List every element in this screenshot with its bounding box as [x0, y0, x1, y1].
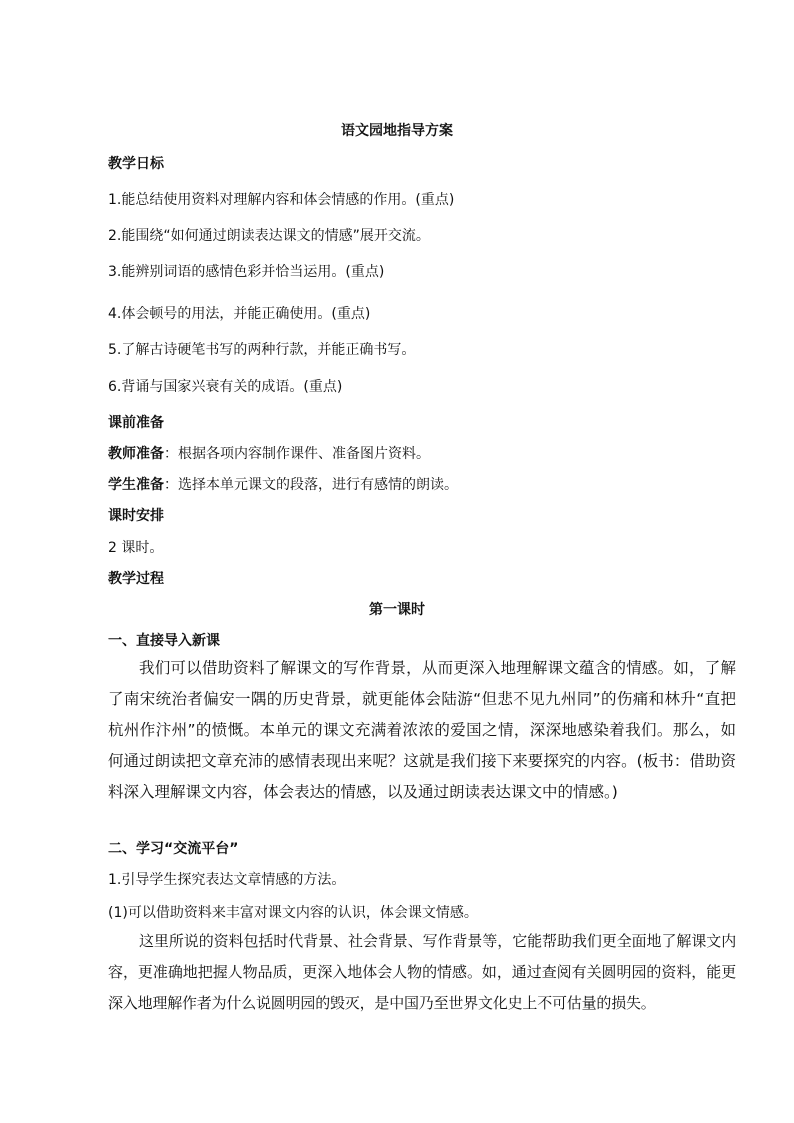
student-prep-label: 学生准备: [108, 477, 164, 493]
section2-item: 1.引导学生探究表达文章情感的方法。: [108, 872, 346, 888]
section2-heading: 二、学习“交流平台”: [108, 841, 239, 857]
objective-item: 4.体会顿号的用法，并能正确使用。(重点): [108, 306, 371, 322]
schedule-heading: 课时安排: [108, 508, 164, 524]
objective-item: 6.背诵与国家兴衰有关的成语。(重点): [108, 379, 343, 395]
student-prep: [108, 474, 458, 494]
objective-item: 1.能总结使用资料对理解内容和体会情感的作用。(重点): [108, 192, 455, 208]
section2-paragraph: 这里所说的资料包括时代背景、社会背景、写作背景等，它能帮助我们更全面地了解课文内容，更准确地把握人物品质，更深入地体会人物的情感。如，通过查阅有关圆明园的资料，能更深入地理解作者为什么说圆明园的毁灭，是中国乃至世界文化史上不可估量的损失。: [108, 932, 736, 1012]
objectives-heading: 教学日标: [108, 156, 164, 172]
objective-item: 2.能围绕“如何通过朗读表达课文的情感”展开交流。: [108, 228, 430, 244]
lesson-title: 第一课时: [369, 602, 425, 618]
teacher-prep-label: 教师准备: [108, 446, 164, 462]
section1-heading: 一、直接导入新课: [108, 633, 220, 649]
student-prep-text: ：选择本单元课文的段落，进行有感情的朗读。: [164, 477, 458, 493]
document-title: 语文园地指导方案: [341, 123, 453, 139]
objective-item: 5.了解古诗硬笔书写的两种行款，并能正确书写。: [108, 342, 416, 358]
schedule-text: 2 课时。: [108, 540, 164, 556]
teacher-prep-text: ：根据各项内容制作课件、准备图片资料。: [164, 446, 430, 462]
teacher-prep: [108, 443, 430, 463]
objective-item: 3.能辨别词语的感情色彩并恰当运用。(重点): [108, 264, 385, 280]
section1-paragraph: 我们可以借助资料了解课文的写作背景，从而更深入地理解课文蕴含的情感。如，了解了南宋统治者偏安一隅的历史背景，就更能体会陆游“但悲不见九州同”的伤痛和林升“直把杭州作汴州”的愤慨。本单元的课文充满着浓浓的爱国之情，深深地感染着我们。那么，如何通过朗读把文章充沛的感情表现出来呢？这就是我们接下来要探究的内容。(板书：借助资料深入理解课文内容，体会表达的情感，以及通过朗读表达课文中的情感。): [108, 659, 736, 801]
section2-subitem: (1)可以借助资料来丰富对课文内容的认识，体会课文情感。: [108, 905, 478, 921]
process-heading: 教学过程: [108, 571, 164, 587]
prep-heading: 课前准备: [108, 415, 164, 431]
